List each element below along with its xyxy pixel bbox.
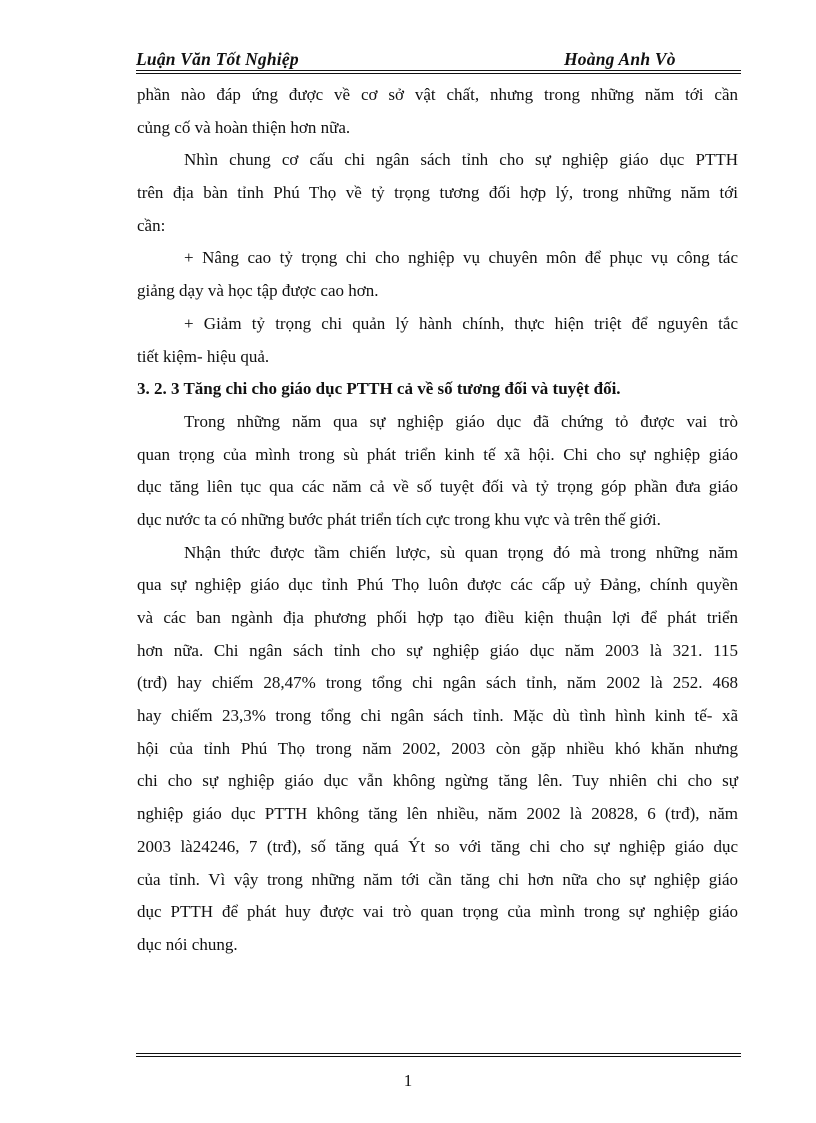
text-line: tiết kiệm- hiệu quả. <box>137 346 270 366</box>
text-line: hội của tỉnh Phú Thọ trong năm 2002, 2003 còn gặp nhiều khó khăn nhưng <box>137 738 738 758</box>
page-header <box>136 48 741 72</box>
text-line: củng cố và hoàn thiện hơn nữa. <box>137 117 351 137</box>
text-line: và các ban ngành địa phương phối hợp tạo điều kiện thuận lợi để phát triển <box>137 608 738 627</box>
text-line: trên địa bàn tỉnh Phú Thọ về tỷ trọng tương đối hợp lý, trong những năm tới <box>137 183 738 203</box>
text-line: 2003 là24246, 7 (trđ), số tăng quá Ýt so với tăng chi cho sự nghiệp giáo dục <box>137 836 738 856</box>
text-line: của tỉnh. Vì vậy trong những năm tới cần tăng chi hơn nữa cho sự nghiệp giáo <box>137 869 738 889</box>
header-thesis-title: Luận Văn Tốt Nghiệp <box>136 49 299 69</box>
text-line: chi cho sự nghiệp giáo dục vẫn không ngừng tăng lên. Tuy nhiên chi cho sự <box>137 771 738 791</box>
header-divider-thin <box>136 70 741 71</box>
text-line: Nhìn chung cơ cấu chi ngân sách tỉnh cho sự nghiệp giáo dục PTTH <box>184 150 738 170</box>
text-line: quan trọng của mình trong sù phát triển kinh tế xã hội. Chi cho sự nghiệp giáo <box>137 444 738 464</box>
text-line: qua sự nghiệp giáo dục tỉnh Phú Thọ luôn được các cấp uỷ Đảng, chính quyền <box>137 575 738 595</box>
text-line: phần nào đáp ứng được về cơ sở vật chất, nhưng trong những năm tới cần <box>137 85 738 104</box>
page-number: 1 <box>403 1071 413 1090</box>
text-line: + Nâng cao tỷ trọng chi cho nghiệp vụ chuyên môn để phục vụ công tác <box>184 248 738 268</box>
text-line: nghiệp giáo dục PTTH không tăng lên nhiều, năm 2002 là 20828, 6 (trđ), năm <box>137 804 738 824</box>
text-line: hay chiếm 23,3% trong tổng chi ngân sách tỉnh. Mặc dù tình hình kinh tế- xã <box>137 706 738 726</box>
text-line: + Giảm tỷ trọng chi quản lý hành chính, thực hiện triệt để nguyên tắc <box>184 313 738 333</box>
text-line: Trong những năm qua sự nghiệp giáo dục đã chứng tỏ được vai trò <box>184 411 738 431</box>
section-heading: 3. 2. 3 Tăng chi cho giáo dục PTTH cả về số tương đối và tuyệt đối. <box>137 379 621 399</box>
text-line: (trđ) hay chiếm 28,47% trong tổng chi ngân sách tỉnh, năm 2002 là 252. 468 <box>137 673 738 693</box>
text-line: Nhận thức được tầm chiến lược, sù quan trọng đó mà trong những năm <box>184 542 738 562</box>
text-line: dục PTTH để phát huy được vai trò quan trọng của mình trong sự nghiệp giáo <box>137 902 738 922</box>
text-line: dục tăng liên tục qua các năm cả về số tuyệt đối và tỷ trọng góp phần đưa giáo <box>137 477 738 497</box>
footer-divider-bottom <box>136 1056 741 1057</box>
text-line: giảng dạy và học tập được cao hơn. <box>137 281 379 301</box>
footer-divider-top <box>136 1053 741 1054</box>
document-body <box>137 79 738 962</box>
text-line: dục nói chung. <box>137 934 238 954</box>
header-divider-thick <box>136 73 741 74</box>
text-line: hơn nữa. Chi ngân sách tỉnh cho sự nghiệp giáo dục năm 2003 là 321. 115 <box>137 640 738 660</box>
text-line: dục nước ta có những bước phát triển tích cực trong khu vực và trên thế giới. <box>137 509 661 529</box>
text-line: cần: <box>137 215 166 235</box>
header-author-name: Hoàng Anh Vò <box>564 49 676 69</box>
